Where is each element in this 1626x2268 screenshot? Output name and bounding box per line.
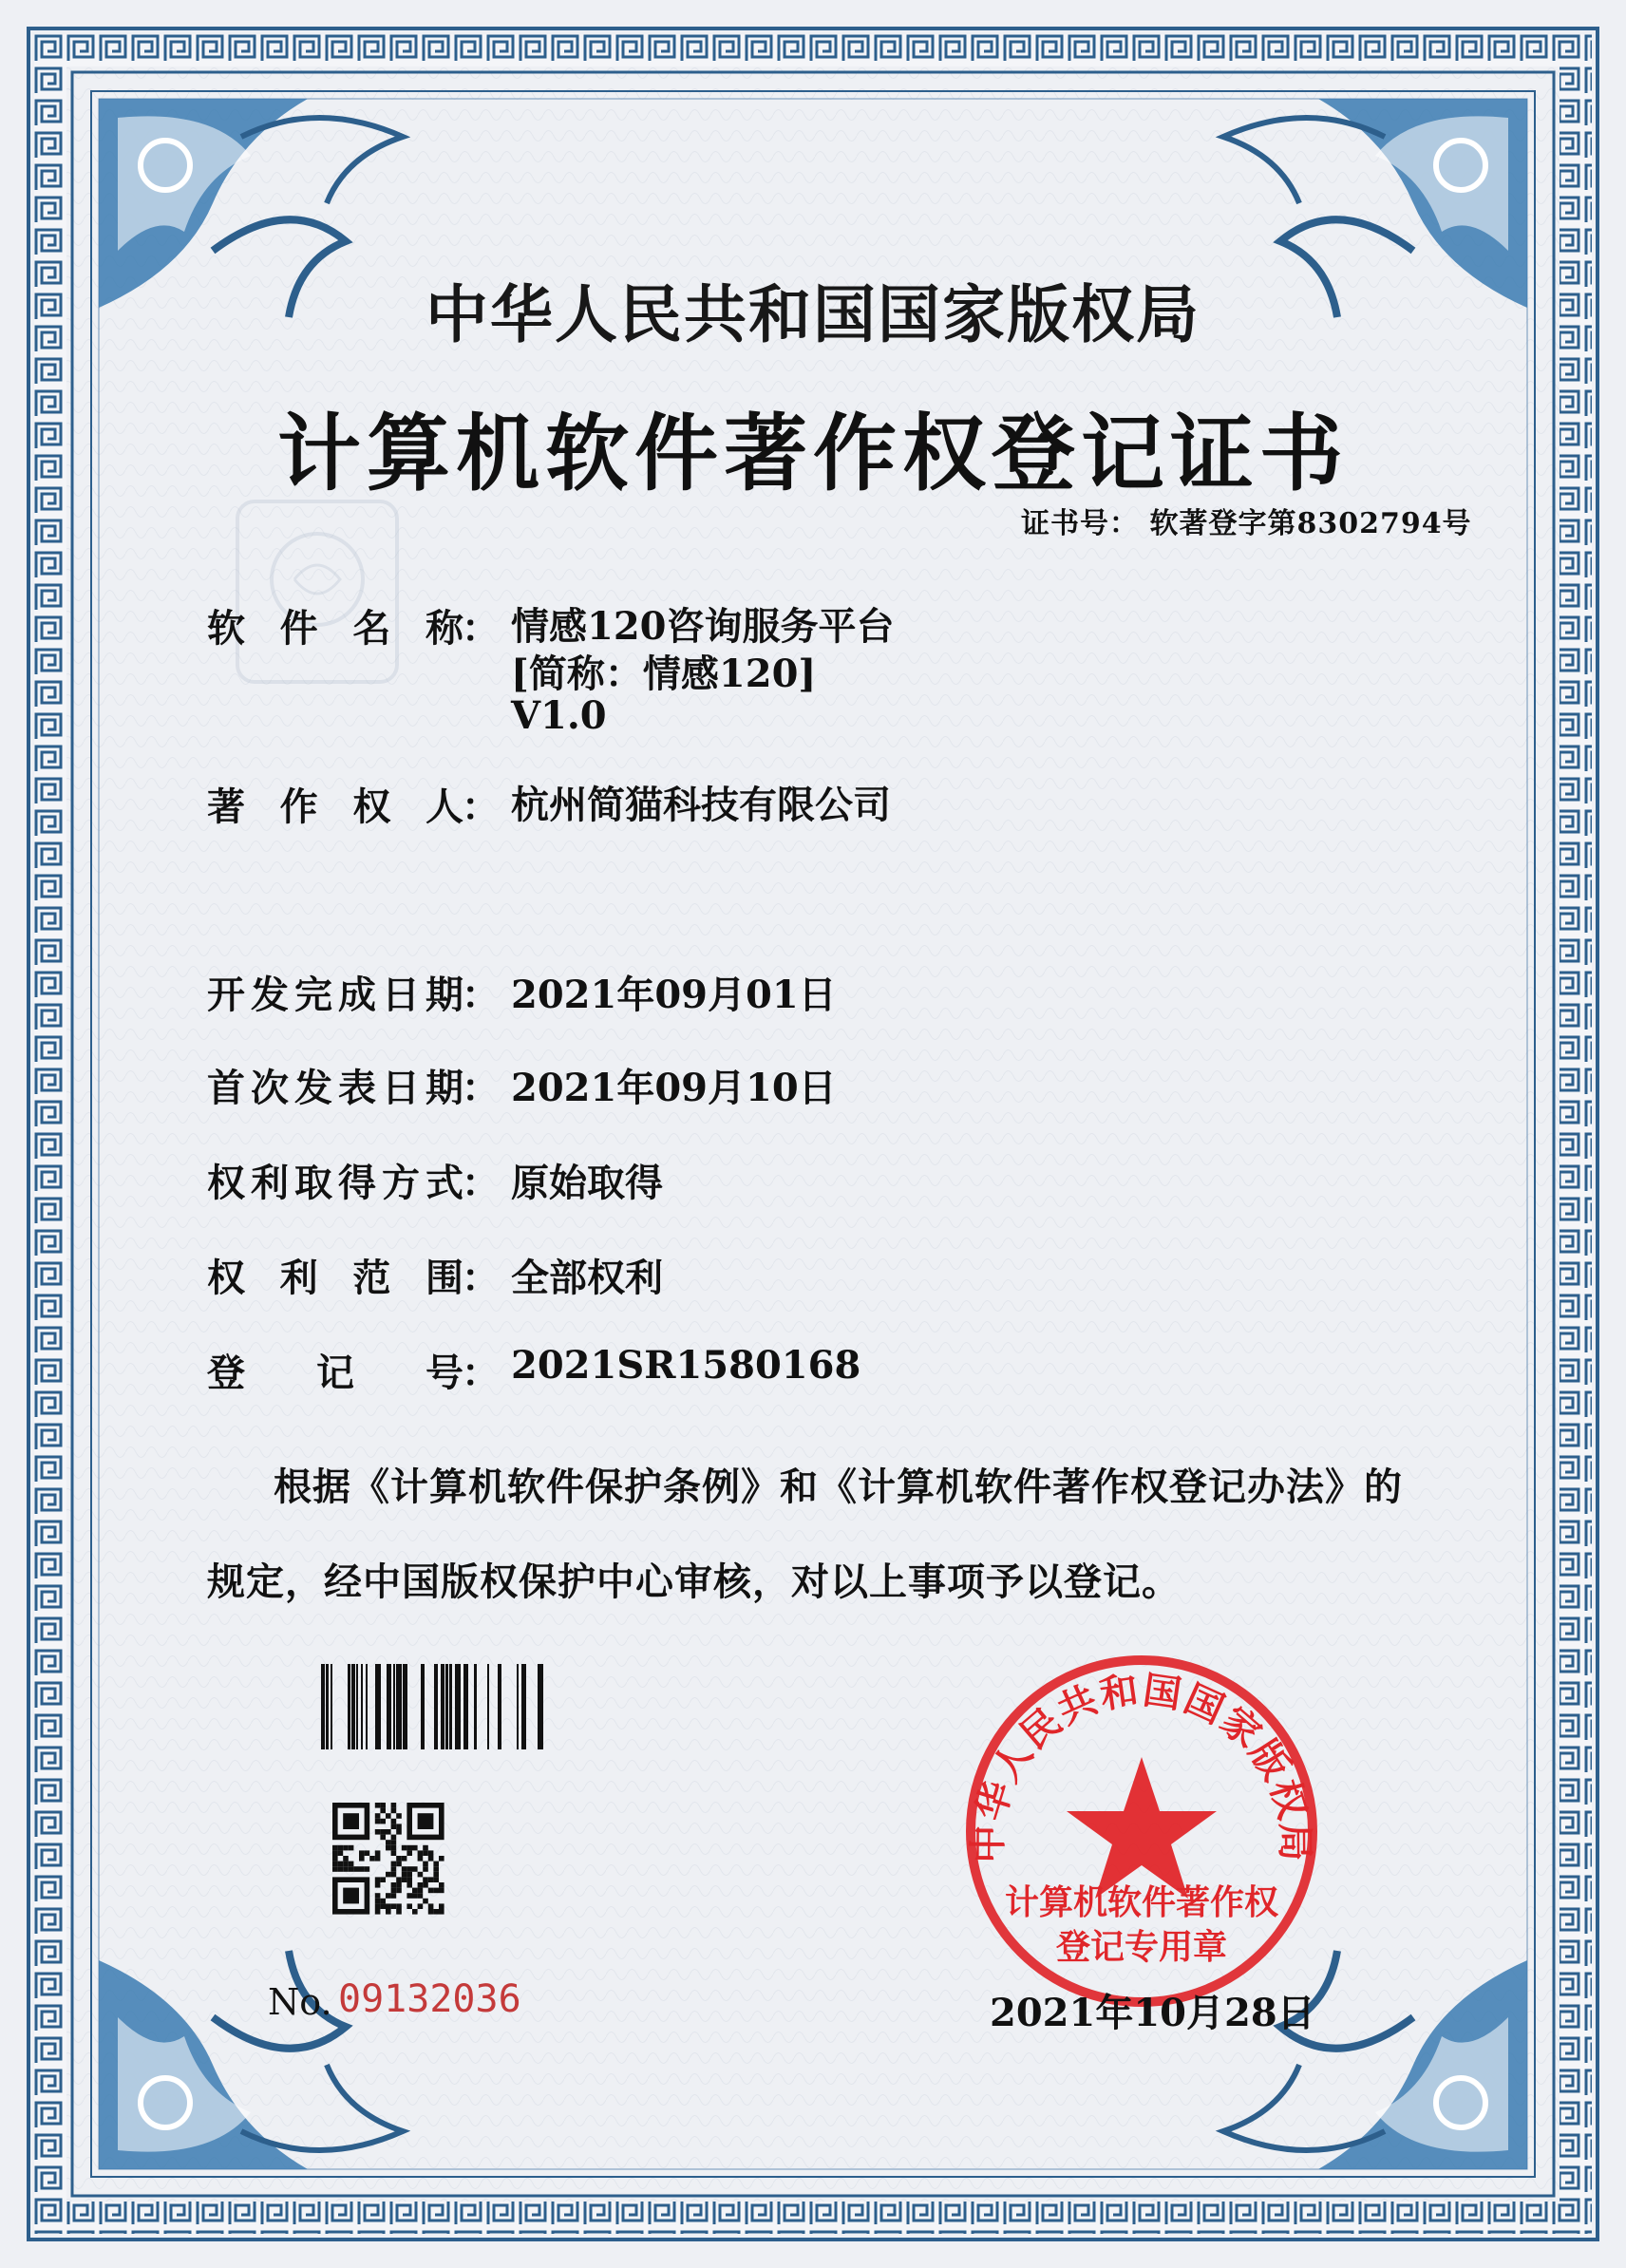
issue-date: 2021年10月28日: [990, 1991, 1315, 2035]
registration-number-value: 2021SR1580168: [511, 1343, 861, 1388]
software-name-line1: 情感120咨询服务平台: [511, 604, 895, 649]
copyright-holder-value: 杭州简猫科技有限公司: [511, 783, 891, 827]
certificate-title: 计算机软件著作权登记证书: [276, 405, 1349, 502]
acquisition-method-label: 权利取得方式: [207, 1161, 463, 1205]
serial-label: No.: [268, 1981, 332, 2023]
rights-scope-colon: ：: [462, 1256, 500, 1300]
software-name-colon: ：: [462, 606, 500, 651]
first-publish-date-label: 首次发表日期: [207, 1066, 463, 1110]
completion-date-colon: ：: [462, 973, 500, 1017]
certificate-number: 证书号： 软著登字第8302794号: [1021, 507, 1472, 540]
rights-scope-value: 全部权利: [511, 1256, 663, 1300]
acquisition-method-value: 原始取得: [511, 1161, 663, 1205]
registration-number-colon: ：: [462, 1351, 500, 1395]
svg-text:中华人民共和国国家版权局: [967, 1669, 1316, 1863]
acquisition-method-colon: ：: [462, 1161, 500, 1205]
seal-center-line1: 计算机软件著作权: [1004, 1883, 1278, 1922]
rights-scope-label: 权利范围: [207, 1256, 463, 1300]
serial-number: 09132036: [338, 1977, 521, 2021]
first-publish-date-value: 2021年09月10日: [511, 1066, 837, 1110]
statement-line2: 规定，经中国版权保护中心审核，对以上事项予以登记。: [207, 1559, 1181, 1604]
software-name-line2: [简称：情感120]: [511, 652, 817, 696]
registration-number-label: 登记号: [207, 1351, 463, 1395]
issuer-title: 中华人民共和国国家版权局: [425, 278, 1201, 351]
copyright-holder-colon: ：: [462, 784, 500, 829]
copyright-holder-label: 著作权人: [207, 784, 463, 829]
first-publish-date-colon: ：: [462, 1066, 500, 1110]
seal-center-line2: 登记专用章: [1055, 1928, 1227, 1967]
completion-date-label: 开发完成日期: [207, 973, 463, 1017]
completion-date-value: 2021年09月01日: [511, 973, 837, 1017]
seal-ring-label: 中华人民共和国国家版权局: [966, 1668, 1317, 1863]
software-name-label: 软件名称: [207, 606, 463, 651]
statement-line1: 根据《计算机软件保护条例》和《计算机软件著作权登记办法》的: [274, 1465, 1403, 1509]
software-name-version: V1.0: [511, 693, 607, 738]
